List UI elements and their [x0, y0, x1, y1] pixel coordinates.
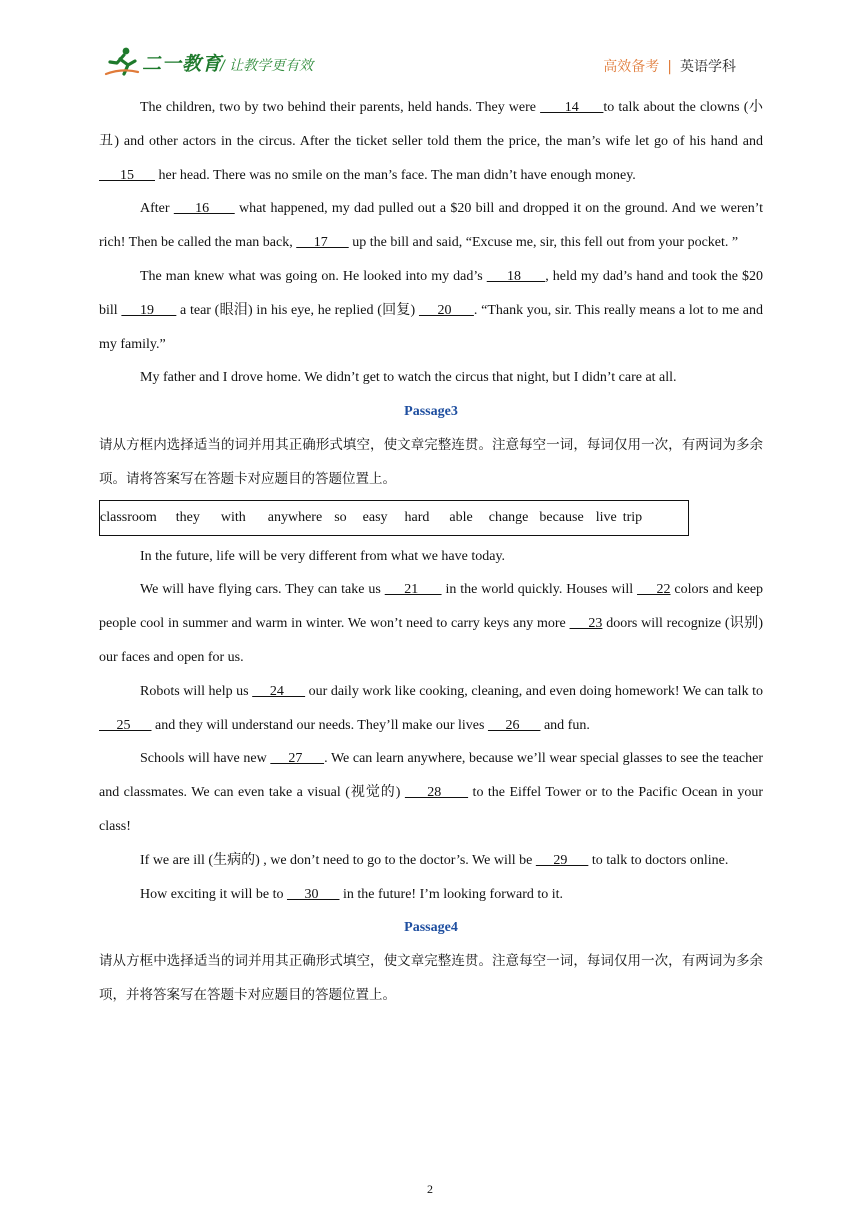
logo: [104, 46, 222, 78]
blank-25: 25: [99, 717, 152, 733]
header-subject: [603, 56, 736, 76]
word-item: so: [334, 509, 347, 525]
passage-title: Passage3: [404, 404, 458, 420]
blank-24: 24: [252, 683, 306, 699]
word-item: with: [220, 509, 246, 525]
word-item: they: [175, 509, 200, 525]
header-separator: |: [667, 59, 672, 75]
paragraph: If we are ill (生病的) , we don’t need to go to the doctor’s. We will be 29 to talk to doctors online.: [140, 852, 729, 868]
paragraph: My father and I drove home. We didn’t get to watch the circus that night, but I didn’t care at all.: [140, 370, 677, 386]
word-item: live: [595, 509, 617, 525]
blank-23: 23: [569, 616, 603, 632]
word-item: able: [449, 509, 473, 525]
blank-26: 26: [487, 717, 541, 733]
paragraph: In the future, life will be very different from what we have today.: [140, 548, 506, 564]
blank-19: 19: [121, 302, 177, 318]
word-item: classroom: [100, 509, 157, 525]
word-item: because: [539, 509, 584, 525]
blank-15: 15: [99, 167, 155, 183]
word-item: hard: [404, 509, 430, 525]
blank-28: 28: [404, 785, 469, 801]
header-subject-label: 英语学科: [680, 59, 736, 75]
page-number: 2: [427, 1182, 433, 1196]
word-item: trip: [622, 509, 643, 525]
logo-text: 二一教育: [142, 52, 223, 75]
document-body: [99, 91, 763, 1013]
word-item: easy: [362, 509, 388, 525]
paragraph: Schools will have new 27 . We can learn anywhere, because we’ll wear special glasses to see the teacher and classmates. We can even take a visual (视觉的) 28 to the Eiffel Tower or to the Pacific Ocean in your class!: [99, 751, 764, 834]
word-bank: [99, 500, 689, 536]
blank-14: 14: [540, 100, 604, 115]
blank-18: 18: [486, 268, 546, 284]
blank-22: 22: [637, 582, 671, 598]
header-tag: 高效备考: [603, 59, 660, 75]
slogan: / 让教学更有效: [220, 58, 314, 74]
blank-29: 29: [535, 852, 589, 868]
running-figure-icon: [104, 46, 140, 78]
blank-27: 27: [270, 751, 325, 767]
word-item: anywhere: [267, 509, 323, 525]
paragraph: We will have flying cars. They can take us 21 in the world quickly. Houses will 22 colors and keep people cool in summer and warm in winter. We won’t need to carry keys any more 23 doors will recognize (识别) our faces and open for us.: [99, 582, 764, 665]
word-item: change: [488, 509, 529, 525]
blank-21: 21: [384, 582, 442, 598]
blank-30: 30: [286, 886, 340, 902]
instruction: 请从方框内选择适当的词并用其正确形式填空，使文章完整连贯。注意每空一词，每词仅用一次，有两词为多余项。请将答案写在答题卡对应题目的答题位置上。: [99, 436, 763, 487]
instruction: 请从方框中选择适当的词并用其正确形式填空，使文章完整连贯。注意每空一词，每词仅用一次，有两词为多余项，并将答案写在答题卡对应题目的答题位置上。: [99, 953, 763, 1003]
page-header: [0, 0, 860, 90]
passage-title: Passage4: [404, 920, 458, 936]
blank-20: 20: [418, 302, 474, 318]
blank-17: 17: [296, 235, 349, 251]
paragraph: How exciting it will be to 30 in the future! I’m looking forward to it.: [140, 886, 564, 902]
paragraph: Robots will help us 24 our daily work like cooking, cleaning, and even doing homework! We can talk to 25 and they will understand our needs. They’ll make our lives 26 and fun.: [99, 683, 764, 733]
paragraph: The children, two by two behind their parents, held hands. They were 14 to talk about the clowns (小丑) and other actors in the circus. After the ticket seller told them the price, the man’s wife let go of his hand and 15 her head. There was no smile on the man’s face. The man didn’t have enough money.: [99, 100, 763, 183]
paragraph: After 16 what happened, my dad pulled out a $20 bill and dropped it on the ground. And we weren’t rich! Then be called the man back, 17 up the bill and said, “Excuse me, sir, this fell out from your pocket. ”: [99, 201, 763, 251]
paragraph: The man knew what was going on. He looked into my dad’s 18 , held my dad’s hand and took the $20 bill 19 a tear (眼泪) in his eye, he replied (回复) 20 . “Thank you, sir. This really means a lot to me and my family.”: [99, 268, 764, 352]
blank-16: 16: [173, 201, 235, 217]
